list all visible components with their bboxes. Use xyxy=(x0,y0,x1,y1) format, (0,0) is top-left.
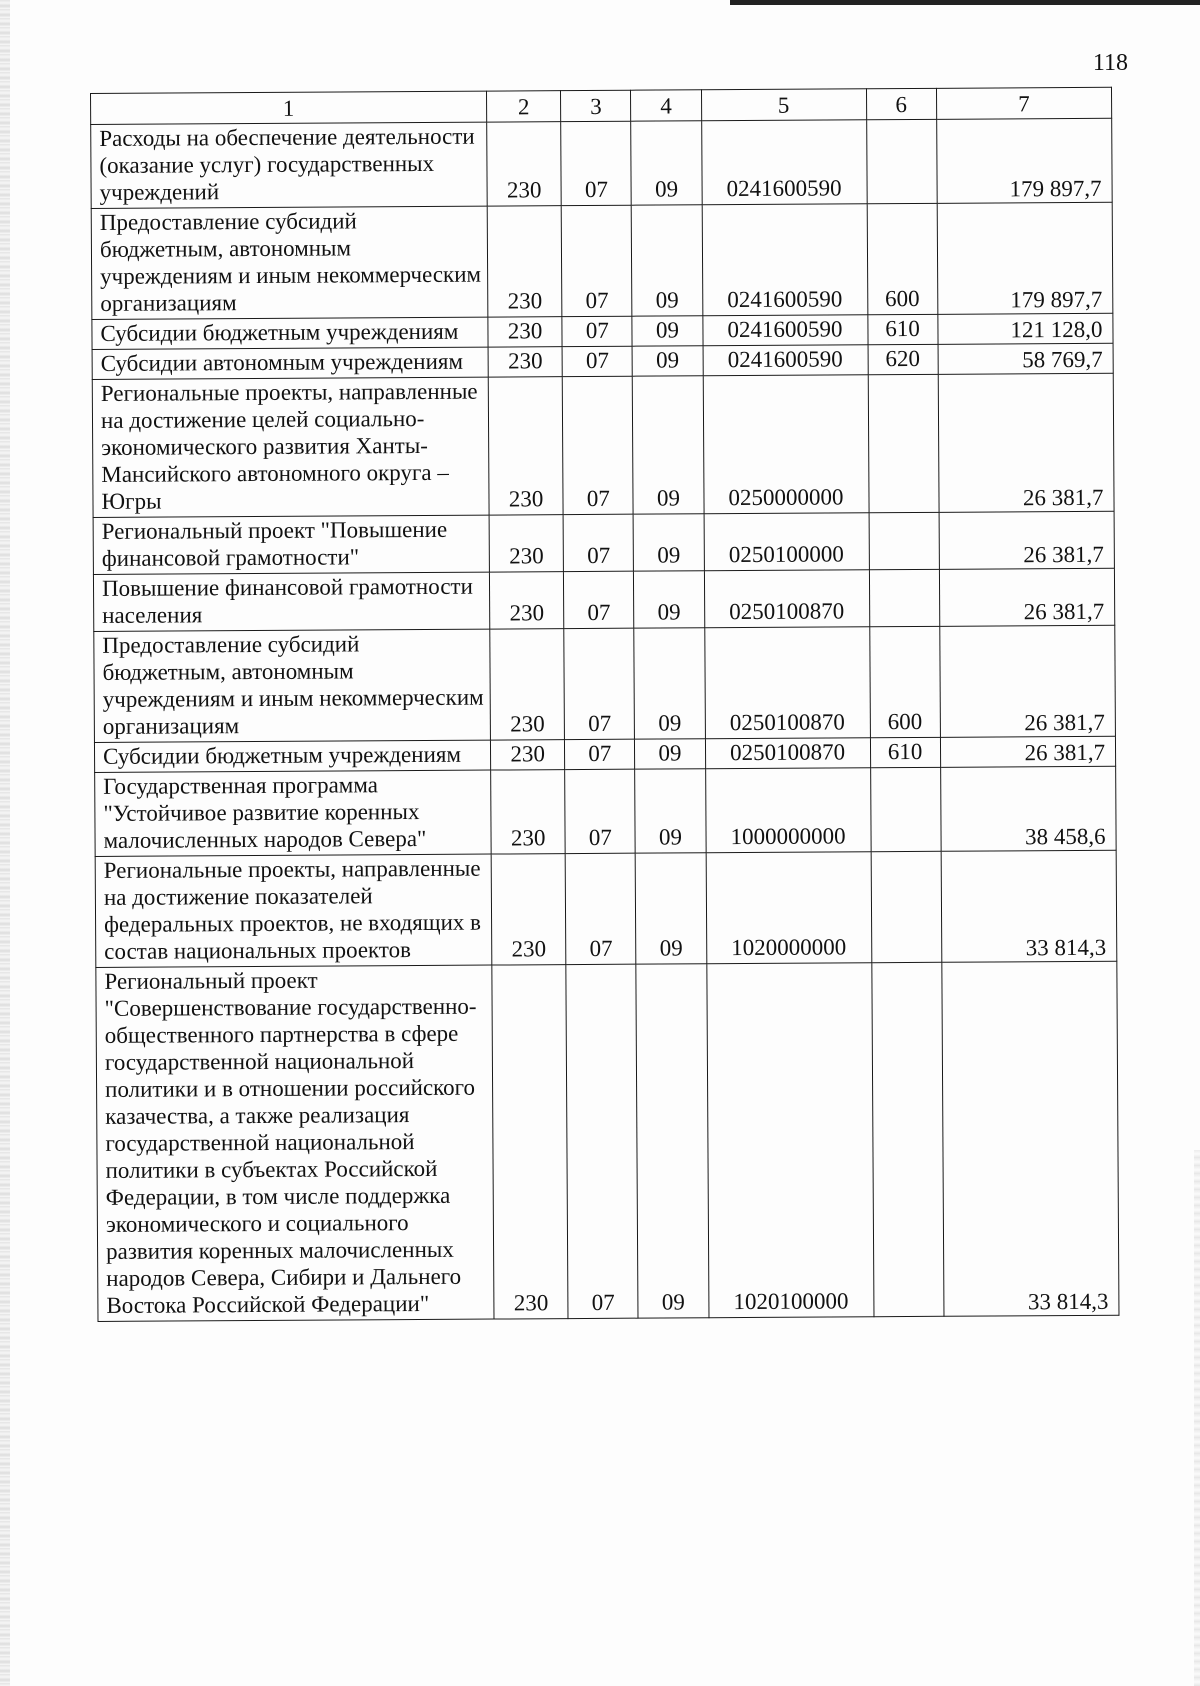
column-header: 3 xyxy=(561,90,631,121)
row-name-cell: Субсидии бюджетным учреждениям xyxy=(94,740,490,772)
row-amount-cell: 33 814,3 xyxy=(941,961,1119,1316)
row-code-3-cell: 07 xyxy=(564,628,635,739)
row-code-2-cell: 230 xyxy=(488,377,563,515)
row-code-5-cell: 0250100870 xyxy=(704,570,869,628)
row-code-2-cell: 230 xyxy=(492,965,568,1319)
row-code-2-cell: 230 xyxy=(488,347,562,377)
row-code-2-cell: 230 xyxy=(491,854,566,965)
row-amount-cell: 26 381,7 xyxy=(939,568,1115,626)
row-code-4-cell: 09 xyxy=(632,346,702,376)
row-code-6-cell: 600 xyxy=(867,203,938,314)
row-code-5-cell: 0241600590 xyxy=(702,315,867,346)
row-name-cell: Региональный проект "Совершенствование государственно-общественного партнерства в сфере государственной национальной политики и в отношении российского казачества, а также реализация государственной национальной политики в субъектах Российской Федерации, в том числе поддержка экономического и социального развития коренных малочисленных народов Севера, Сибири и Дальнего Востока Российской Федерации" xyxy=(96,965,494,1321)
row-code-4-cell: 09 xyxy=(636,853,707,964)
row-code-5-cell: 1020100000 xyxy=(706,963,873,1318)
table-row xyxy=(92,373,1114,517)
row-code-3-cell: 07 xyxy=(562,316,632,346)
row-code-3-cell: 07 xyxy=(563,514,633,571)
row-amount-cell: 58 769,7 xyxy=(938,343,1114,374)
row-code-2-cell: 230 xyxy=(488,317,562,347)
row-amount-cell: 179 897,7 xyxy=(936,118,1112,203)
page-number: 118 xyxy=(1092,50,1128,76)
row-code-6-cell: 610 xyxy=(867,314,937,344)
row-code-2-cell: 230 xyxy=(491,770,566,854)
column-header: 1 xyxy=(91,91,487,124)
row-code-3-cell: 07 xyxy=(566,964,638,1318)
row-code-3-cell: 07 xyxy=(561,205,632,316)
table-row xyxy=(96,961,1119,1321)
row-code-6-cell xyxy=(871,962,943,1316)
budget-table xyxy=(90,87,1119,1322)
table-row xyxy=(91,118,1112,208)
column-header: 2 xyxy=(487,91,561,122)
row-code-3-cell: 07 xyxy=(565,769,636,853)
row-code-4-cell: 09 xyxy=(634,571,704,628)
table-row xyxy=(93,511,1114,574)
row-code-6-cell: 600 xyxy=(869,626,940,737)
row-code-2-cell: 230 xyxy=(490,629,565,740)
row-name-cell: Региональные проекты, направленные на достижение показателей федеральных проектов, не входящих в состав национальных проектов xyxy=(95,854,492,967)
row-code-6-cell: 610 xyxy=(870,737,940,767)
row-code-2-cell: 230 xyxy=(487,206,562,317)
table-row xyxy=(93,568,1114,631)
row-name-cell: Региональные проекты, направленные на достижение целей социально-экономического развития Ханты-Мансийского автономного округа – Югры xyxy=(92,377,489,517)
row-code-3-cell: 07 xyxy=(562,346,632,376)
column-header: 7 xyxy=(936,87,1112,119)
row-code-5-cell: 1000000000 xyxy=(705,768,871,853)
column-header: 4 xyxy=(631,90,701,121)
row-code-5-cell: 0241600590 xyxy=(703,345,868,376)
row-code-5-cell: 0250000000 xyxy=(703,375,869,514)
row-code-6-cell xyxy=(868,374,939,512)
row-code-5-cell: 0241600590 xyxy=(701,120,867,205)
table-row xyxy=(94,625,1116,742)
row-code-5-cell: 0241600590 xyxy=(702,204,868,316)
table-row xyxy=(91,202,1113,319)
row-code-5-cell: 0250100870 xyxy=(704,627,870,739)
row-amount-cell: 26 381,7 xyxy=(938,373,1114,512)
row-amount-cell: 33 814,3 xyxy=(941,850,1117,962)
row-amount-cell: 179 897,7 xyxy=(937,202,1113,314)
scan-border-left xyxy=(0,0,10,1686)
row-code-6-cell xyxy=(870,767,941,851)
row-code-2-cell: 230 xyxy=(489,572,564,629)
row-code-6-cell xyxy=(869,569,939,626)
row-amount-cell: 38 458,6 xyxy=(940,766,1116,851)
row-code-2-cell: 230 xyxy=(487,122,562,206)
row-code-4-cell: 09 xyxy=(633,376,704,514)
table-row xyxy=(95,766,1116,856)
row-amount-cell: 26 381,7 xyxy=(939,511,1115,569)
table-body xyxy=(91,118,1119,1321)
row-code-3-cell: 07 xyxy=(561,121,632,205)
row-code-4-cell: 09 xyxy=(633,514,703,571)
row-code-2-cell: 230 xyxy=(490,740,564,770)
row-code-5-cell: 0250100000 xyxy=(704,513,869,571)
row-code-6-cell xyxy=(871,851,942,962)
row-code-4-cell: 09 xyxy=(631,121,702,205)
row-code-6-cell xyxy=(866,119,937,203)
row-code-4-cell: 09 xyxy=(632,205,703,316)
row-code-4-cell: 09 xyxy=(635,739,705,769)
table-row xyxy=(95,850,1117,967)
row-code-5-cell: 1020000000 xyxy=(706,852,872,964)
row-code-4-cell: 09 xyxy=(636,964,708,1318)
scan-border-right xyxy=(1194,1150,1200,1686)
column-header: 5 xyxy=(701,89,866,121)
row-name-cell: Повышение финансовой грамотности населения xyxy=(93,572,489,631)
row-code-2-cell: 230 xyxy=(489,515,564,572)
row-code-4-cell: 09 xyxy=(632,316,702,346)
row-name-cell: Расходы на обеспечение деятельности (оказание услуг) государственных учреждений xyxy=(91,122,488,208)
row-code-3-cell: 07 xyxy=(563,376,634,514)
row-name-cell: Субсидии автономным учреждениям xyxy=(92,347,488,379)
row-name-cell: Предоставление субсидий бюджетным, автономным учреждениям и иным некоммерческим организациям xyxy=(94,629,491,742)
row-code-3-cell: 07 xyxy=(565,739,635,769)
row-name-cell: Региональный проект "Повышение финансовой грамотности" xyxy=(93,515,489,574)
row-code-5-cell: 0250100870 xyxy=(705,738,870,769)
row-code-3-cell: 07 xyxy=(565,853,636,964)
row-name-cell: Предоставление субсидий бюджетным, автономным учреждениям и иным некоммерческим организациям xyxy=(91,206,488,319)
row-code-6-cell xyxy=(869,512,939,569)
row-code-6-cell: 620 xyxy=(868,344,938,374)
row-amount-cell: 26 381,7 xyxy=(940,736,1116,767)
row-name-cell: Государственная программа "Устойчивое развитие коренных малочисленных народов Севера" xyxy=(95,770,492,856)
row-code-3-cell: 07 xyxy=(564,571,634,628)
row-amount-cell: 26 381,7 xyxy=(939,625,1115,737)
row-name-cell: Субсидии бюджетным учреждениям xyxy=(92,317,488,349)
row-code-4-cell: 09 xyxy=(635,769,706,853)
scan-border-top xyxy=(730,0,1200,5)
row-amount-cell: 121 128,0 xyxy=(938,313,1114,344)
column-header: 6 xyxy=(866,88,936,119)
row-code-4-cell: 09 xyxy=(634,628,705,739)
